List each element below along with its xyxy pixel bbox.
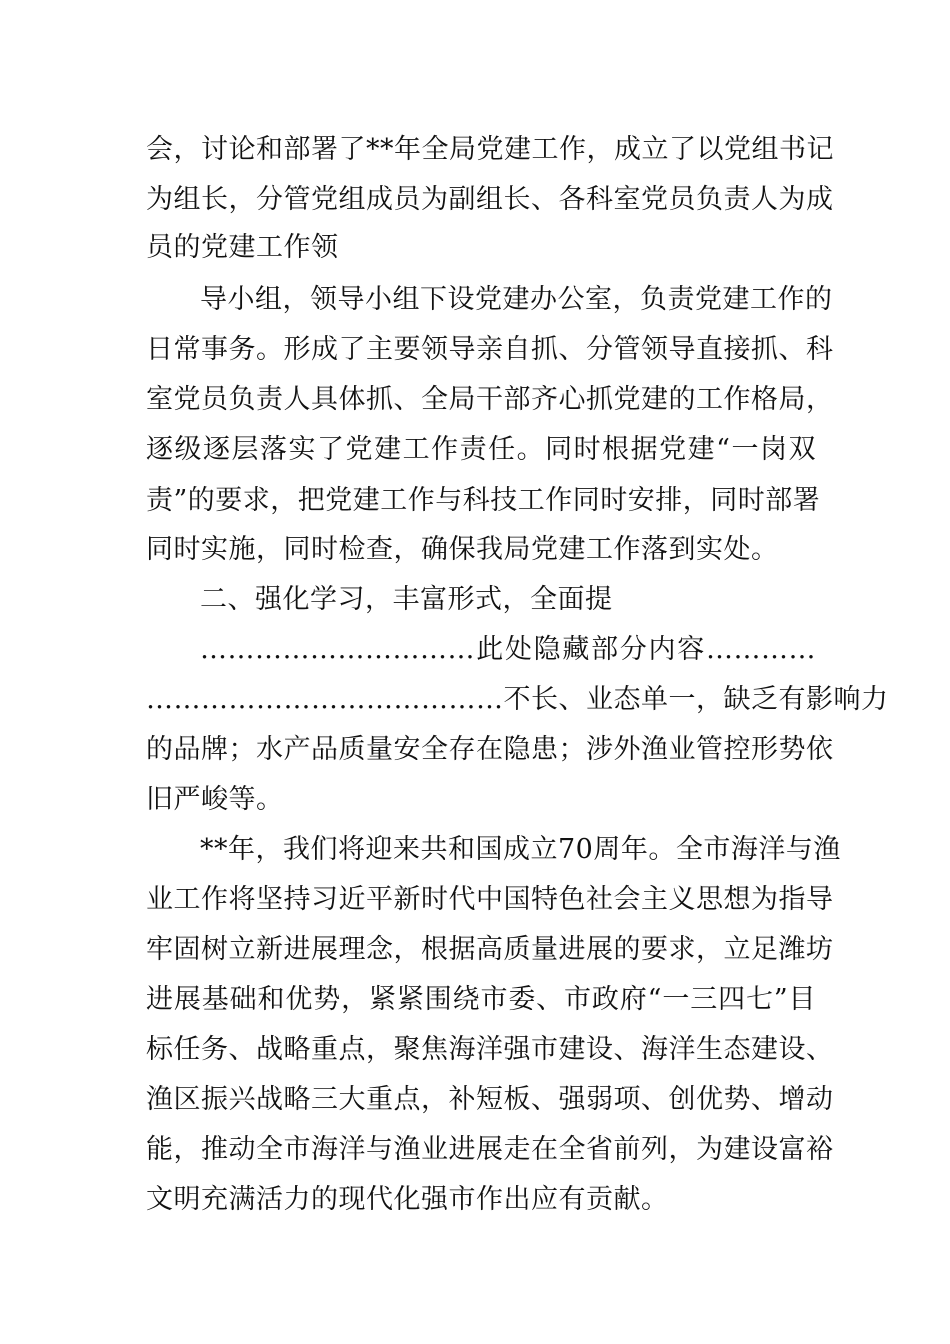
text-line: 进展基础和优势，紧紧围绕市委、市政府“一三四七”目	[146, 984, 816, 1015]
text-line: 责”的要求，把党建工作与科技工作同时安排，同时部署	[146, 485, 821, 516]
text-line: 员的党建工作领	[146, 232, 339, 263]
text-line: …………………………………不长、业态单一，缺乏有影响力	[146, 684, 889, 715]
text-line: 业工作将坚持习近平新时代中国特色社会主义思想为指导	[146, 884, 834, 915]
text-line: 旧严峻等。	[146, 784, 284, 815]
text-line: 室党员负责人具体抓、全局干部齐心抓党建的工作格局，	[146, 384, 834, 415]
section-heading: 二、强化学习，丰富形式，全面提	[200, 584, 613, 615]
text-line: 导小组，领导小组下设党建办公室，负责党建工作的	[200, 284, 833, 315]
text-line: 标任务、战略重点，聚焦海洋强市建设、海洋生态建设、	[146, 1034, 834, 1065]
hidden-content-notice: …………………………此处隐藏部分内容…………	[200, 634, 816, 665]
text-line: 的品牌；水产品质量安全存在隐患；涉外渔业管控形势依	[146, 734, 834, 765]
text-line: 文明充满活力的现代化强市作出应有贡献。	[146, 1184, 669, 1215]
text-line: 为组长，分管党组成员为副组长、各科室党员负责人为成	[146, 184, 834, 215]
text-line: 会，讨论和部署了**年全局党建工作，成立了以党组书记	[146, 134, 834, 165]
text-line: **年，我们将迎来共和国成立70周年。全市海洋与渔	[200, 834, 841, 865]
text-line: 逐级逐层落实了党建工作责任。同时根据党建“一岗双	[146, 434, 816, 465]
text-line: 日常事务。形成了主要领导亲自抓、分管领导直接抓、科	[146, 334, 834, 365]
text-line: 能，推动全市海洋与渔业进展走在全省前列，为建设富裕	[146, 1134, 834, 1165]
text-line: 同时实施，同时检查，确保我局党建工作落到实处。	[146, 534, 779, 565]
text-line: 牢固树立新进展理念，根据高质量进展的要求，立足潍坊	[146, 934, 834, 965]
text-line: 渔区振兴战略三大重点，补短板、强弱项、创优势、增动	[146, 1084, 834, 1115]
